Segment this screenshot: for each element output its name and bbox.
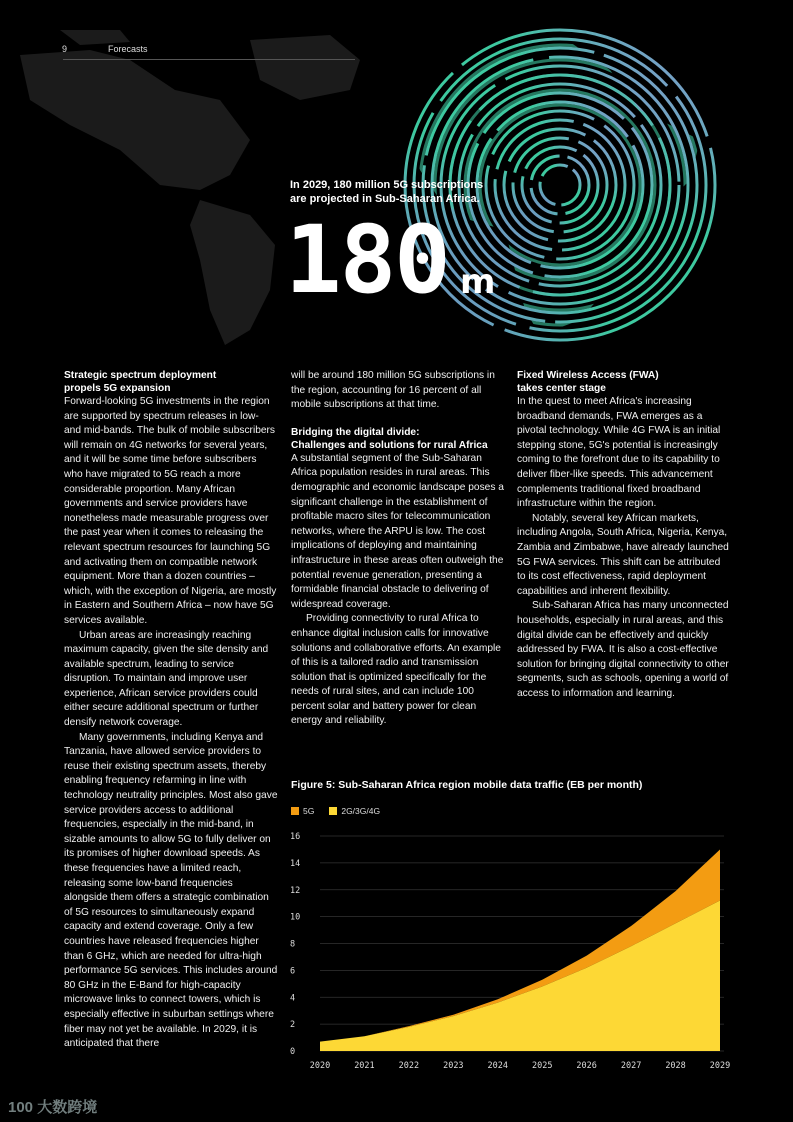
header-divider <box>63 59 355 60</box>
text-column-3 <box>517 369 731 701</box>
y-tick-label: 10 <box>290 912 301 923</box>
traffic-area-chart <box>288 826 738 1076</box>
col3-heading <box>517 369 731 395</box>
y-tick-label: 14 <box>290 858 301 869</box>
hero-big-number: 180 <box>285 206 449 315</box>
y-tick-label: 6 <box>290 966 296 977</box>
col2-heading <box>291 426 505 452</box>
x-tick-label: 2028 <box>665 1061 686 1071</box>
col2-paragraph-2: Providing connectivity to rural Africa to enhance digital inclusion calls for innovative solutions and collaborative efforts. An example of this is a tailored radio and transmission solution that is optimized specifically for the needs of rural sites, and can include 100 percent solar and battery power for clean energy and reliability. <box>291 613 501 727</box>
x-tick-label: 2021 <box>354 1061 375 1071</box>
y-tick-label: 16 <box>290 832 301 842</box>
legend-item-legacy <box>329 806 380 816</box>
x-tick-label: 2020 <box>309 1061 331 1071</box>
legend-swatch-5g <box>291 807 299 815</box>
col3-paragraph-1: In the quest to meet Africa's increasing broadband demands, FWA emerges as a pivotal technology. While 4G FWA is an initial stepping stone, 5G's potential is increasingly coming to the forefront due to its capability to deliver fiber-like speeds. This advancement complements traditional fixed broadband infrastructure within the region. <box>517 396 721 510</box>
col3-paragraph-3: Sub-Saharan Africa has many unconnected households, especially in rural areas, and this digital divide can be effectively and quickly addressed by FWA. It is also a cost-effective solution for bringing digital connectivity to other segments, such as schools, opening a world of access to information and learning. <box>517 600 729 699</box>
col3-heading-line1: Fixed Wireless Access (FWA) <box>517 370 659 381</box>
col3-heading-line2: takes center stage <box>517 383 606 394</box>
x-tick-label: 2025 <box>531 1061 553 1071</box>
y-tick-label: 4 <box>290 993 296 1004</box>
legend-label-legacy: 2G/3G/4G <box>341 806 381 816</box>
page-number: 9 <box>62 44 68 54</box>
col1-heading-line1: Strategic spectrum deployment <box>64 370 217 381</box>
col1-paragraph-3: Many governments, including Kenya and Tanzania, have allowed service providers to reuse their existing spectrum assets, thereby enabling frequency refarming in line with technology neutrality principles. Most also gave service providers access to additional frequencies, especially in the mid-band, in sizable amounts to allow 5G to fully deliver on its promises of higher download speeds. As these frequencies have a limited reach, releasing some low-band frequencies alongside them offers a strategic combination of 5G resources to simultaneously expand capacity and extend coverage. Only a few countries have released frequencies higher than 6 GHz, which are needed for ultra-high performance 5G services. This includes around 80 GHz in the E-Band for high-capacity microwave links to connect towers, which is especially effective in suburban settings where fiber may not yet be available. In 2029, it is anticipated that there <box>64 731 278 1050</box>
col1-paragraph-1: Forward-looking 5G investments in the region are supported by spectrum releases in low- and mid-bands. The bulk of mobile subscribers will remain on 4G networks for several years, and it will be some time before subscribers who have migrated to 5G reach a more considerable proportion. Many African governments and service providers have nonetheless made measurable progress over the past year when it comes to releasing the relevant spectrum resources for launching 5G and activating them on compatible network equipment. More than a dozen countries – which, with the exception of Nigeria, are mostly in Eastern and Southern Africa – now have 5G services available. <box>64 396 277 626</box>
text-column-2 <box>291 369 505 729</box>
hero-caption <box>290 178 500 206</box>
col2-paragraph-0: will be around 180 million 5G subscriptions in the region, accounting for 16 percent of all mobile subscriptions at that time. <box>291 370 495 411</box>
x-tick-label: 2027 <box>620 1061 642 1071</box>
chart-legend <box>291 806 395 816</box>
col1-heading-line2: propels 5G expansion <box>64 383 171 394</box>
col3-paragraph-2: Notably, several key African markets, including Angola, South Africa, Nigeria, Kenya, Zambia and Zimbabwe, have already launched 5G FWA services. This shift can be attributed to its cost effectiveness, rapid deployment capabilities and inherent flexibility. <box>517 512 729 597</box>
y-tick-label: 12 <box>290 885 301 896</box>
hero-unit: m <box>460 262 496 302</box>
y-tick-label: 2 <box>290 1020 296 1031</box>
watermark-logo: 100 大数跨境 <box>8 1099 98 1116</box>
col1-heading <box>64 369 278 395</box>
x-tick-label: 2024 <box>487 1061 509 1071</box>
hero-caption-line2: are projected in Sub-Saharan Africa. <box>290 193 480 205</box>
col2-heading-line1: Bridging the digital divide: <box>291 426 420 438</box>
text-column-1 <box>64 369 278 1052</box>
col2-paragraph-1: A substantial segment of the Sub-Saharan Africa population resides in rural areas. This demographic and economic landscape poses a significant challenge in the establishment of profitable macro sites for telecommunication networks, where the ARPU is low. The cost implications of deploying and maintaining infrastructure in these areas often outweigh the potential revenue generation, presenting a formidable financial obstacle to delivering of widespread coverage. <box>291 452 504 610</box>
section-name: Forecasts <box>108 44 148 54</box>
figure-title: Figure 5: Sub-Saharan Africa region mobile data traffic (EB per month) <box>291 779 643 791</box>
x-tick-label: 2023 <box>443 1061 464 1071</box>
y-tick-label: 8 <box>290 939 296 950</box>
legend-swatch-legacy <box>329 807 337 815</box>
col1-paragraph-2: Urban areas are increasingly reaching maximum capacity, given the site density and available spectrum, leading to service disruption. To maintain and improve user experience, African service providers could either secure additional spectrum or further densify network coverage. <box>64 629 269 729</box>
x-tick-label: 2022 <box>398 1061 420 1071</box>
x-tick-label: 2029 <box>709 1061 731 1071</box>
legend-item-5g <box>291 806 314 816</box>
legend-label-5g: 5G <box>303 806 315 816</box>
x-tick-label: 2026 <box>576 1061 597 1071</box>
col2-heading-line2: Challenges and solutions for rural Africa <box>291 439 488 451</box>
y-tick-label: 0 <box>290 1047 296 1057</box>
hero-caption-line1: In 2029, 180 million 5G subscriptions <box>290 179 484 191</box>
